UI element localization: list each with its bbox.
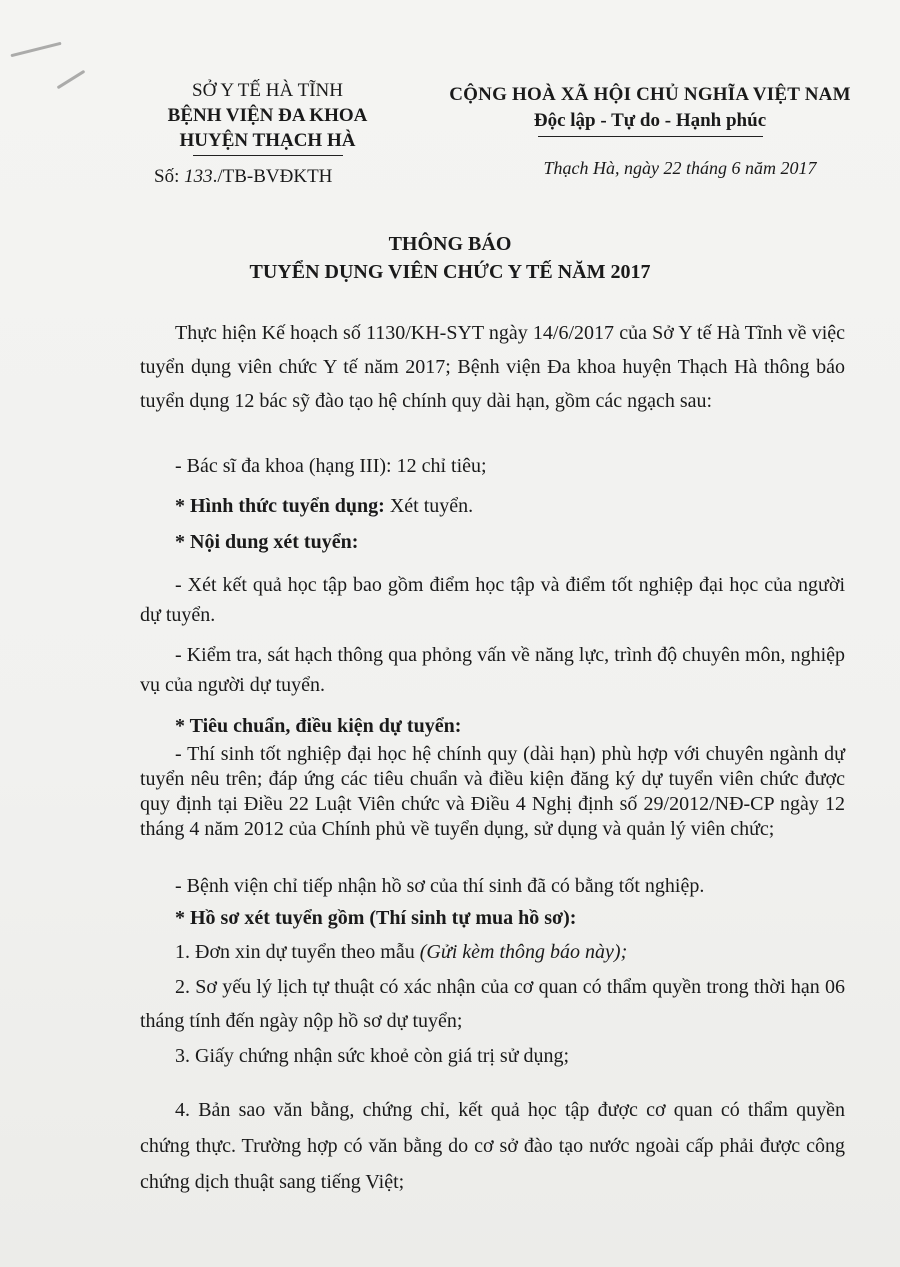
motto-divider <box>538 136 763 137</box>
document-title <box>0 230 900 286</box>
intro-text: Thực hiện Kế hoạch số 1130/KH-SYT ngày 14/6/2017 của Sở Y tế Hà Tĩnh về việc tuyển dụng viên chức Y tế năm 2017; Bệnh viện Đa khoa huyện Thạch Hà thông báo tuyển dụng 12 bác sỹ đào tạo hệ chính quy dài hạn, gồm các ngạch sau: <box>140 322 845 412</box>
intro-paragraph <box>140 316 845 418</box>
department-name: SỞ Y TẾ HÀ TĨNH <box>192 80 343 101</box>
document-item-4 <box>140 1092 845 1200</box>
documents-heading <box>140 904 845 932</box>
national-header-block <box>430 82 870 181</box>
national-motto: Độc lập - Tự do - Hạnh phúc <box>533 110 767 131</box>
number-suffix: ./TB-BVĐKTH <box>212 166 333 187</box>
criteria-heading <box>140 712 845 740</box>
document-item-1 <box>140 938 845 966</box>
document-number <box>150 164 385 189</box>
document-item-2 <box>140 970 845 1038</box>
recruitment-form <box>140 492 845 520</box>
quota-line <box>140 452 845 480</box>
documents-heading-text: * Hồ sơ xét tuyển gồm (Thí sinh tự mua hồ sơ): <box>175 907 577 929</box>
number-prefix: Số: <box>154 166 185 187</box>
header-divider <box>193 155 343 156</box>
handwritten-number: 133 <box>184 166 213 187</box>
hospital-name-line2: HUYỆN THẠCH HÀ <box>179 130 356 151</box>
issuing-agency-block <box>150 78 385 189</box>
quota-text: - Bác sĩ đa khoa (hạng III): 12 chỉ tiêu; <box>175 455 487 477</box>
document-item-3 <box>140 1042 845 1070</box>
criteria-item-2 <box>140 872 845 900</box>
criteria-item-2-text: - Bệnh viện chỉ tiếp nhận hồ sơ của thí sinh đã có bằng tốt nghiệp. <box>175 875 705 897</box>
criteria-heading-text: * Tiêu chuẩn, điều kiện dự tuyển: <box>175 715 462 737</box>
place-and-date: Thạch Hà, ngày 22 tháng 6 năm 2017 <box>543 158 817 178</box>
pen-mark <box>57 70 86 90</box>
content-item-2 <box>140 640 845 700</box>
criteria-item-1 <box>140 742 845 842</box>
pen-mark <box>10 42 61 57</box>
content-item-1 <box>140 570 845 630</box>
title-line2: TUYỂN DỤNG VIÊN CHỨC Y TẾ NĂM 2017 <box>249 261 651 283</box>
hospital-name-line1: BỆNH VIỆN ĐA KHOA <box>167 105 368 126</box>
content-item-2-text: - Kiểm tra, sát hạch thông qua phỏng vấn về năng lực, trình độ chuyên môn, nghiệp vụ của người dự tuyển. <box>140 644 845 696</box>
title-line1: THÔNG BÁO <box>388 233 512 255</box>
content-item-1-text: - Xét kết quả học tập bao gồm điểm học tập và điểm tốt nghiệp đại học của người dự tuyển. <box>140 574 845 626</box>
document-item-3-text: 3. Giấy chứng nhận sức khoẻ còn giá trị sử dụng; <box>175 1045 570 1067</box>
document-item-1-text: 1. Đơn xin dự tuyển theo mẫu <box>175 941 420 963</box>
form-value: Xét tuyển. <box>384 495 474 517</box>
form-label: * Hình thức tuyển dụng: <box>175 495 385 517</box>
content-heading-text: * Nội dung xét tuyển: <box>175 531 359 553</box>
document-item-1-note: (Gửi kèm thông báo này); <box>419 941 628 963</box>
criteria-item-1-text: - Thí sinh tốt nghiệp đại học hệ chính quy (dài hạn) phù hợp với chuyên ngành dự tuyển nêu trên; đáp ứng các tiêu chuẩn và điều kiện đăng ký dự tuyển viên chức được quy định tại Điều 22 Luật Viên chức và Điều 4 Nghị định số 29/2012/NĐ-CP ngày 12 tháng 4 năm 2012 của Chính phủ về tuyển dụng, sử dụng và quản lý viên chức; <box>140 743 845 840</box>
nation-name: CỘNG HOÀ XÃ HỘI CHỦ NGHĨA VIỆT NAM <box>449 84 851 105</box>
document-item-2-text: 2. Sơ yếu lý lịch tự thuật có xác nhận của cơ quan có thẩm quyền trong thời hạn 06 tháng tính đến ngày nộp hồ sơ dự tuyển; <box>140 976 845 1032</box>
content-heading <box>140 528 845 556</box>
document-item-4-text: 4. Bản sao văn bằng, chứng chỉ, kết quả học tập được cơ quan có thẩm quyền chứng thực. Trường hợp có văn bằng do cơ sở đào tạo nước ngoài cấp phải được công chứng dịch thuật sang tiếng Việt; <box>140 1099 845 1193</box>
